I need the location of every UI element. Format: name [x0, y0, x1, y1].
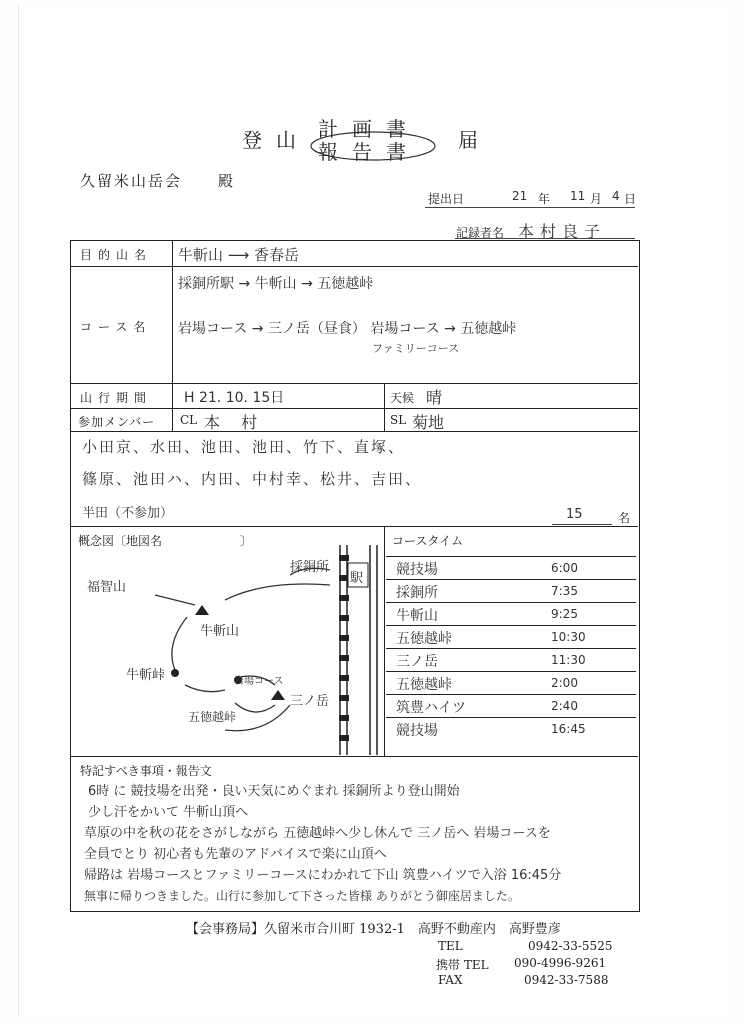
map-sannotake: 三ノ岳: [290, 694, 330, 709]
submission-day-unit: 日: [624, 192, 637, 206]
coursetime-place: 牛斬山: [396, 608, 438, 624]
cl-value: 本 村: [204, 413, 266, 432]
ushikiri-summit-icon: [195, 605, 209, 615]
map-fukuchi: 福智山: [87, 580, 127, 595]
coursetime-time: 2:40: [551, 699, 578, 713]
note-line-2: 少し汗をかいて 牛斬山頂へ: [88, 805, 249, 820]
map-saidosho: 採銅所: [290, 560, 330, 575]
row-divider: [71, 431, 638, 432]
office-tel-label: TEL: [438, 939, 463, 953]
title-notice: 届: [458, 128, 492, 152]
member-line-2: 篠原、池田ハ、内田、中村幸、松井、吉田、: [82, 470, 423, 488]
row-divider: [71, 756, 638, 757]
title-report: 報告書: [318, 140, 420, 164]
sl-label: SL: [390, 413, 407, 427]
coursetime-row: [386, 671, 636, 695]
label-column-divider: [172, 241, 173, 431]
coursetime-place: 五徳越峠: [396, 631, 452, 647]
note-line-5: 帰路は 岩場コースとファミリーコースにわかれて下山 筑豊ハイツで入浴 16:45分: [84, 868, 562, 883]
note-line-4: 全員でとり 初心者も先輩のアドバイスで楽に山頂へ: [84, 847, 387, 862]
map-gotoku: 五徳越峠: [188, 710, 237, 724]
report-circle-mark: [305, 128, 440, 164]
office-tel: 0942-33-5525: [528, 939, 613, 953]
coursetime-row: [386, 694, 636, 718]
coursetime-time: 9:25: [551, 607, 578, 621]
member-line-3: 半田（不参加）: [82, 506, 174, 521]
route-segment: [235, 703, 275, 712]
coursetime-label: コースタイム: [392, 534, 464, 548]
route-segment: [225, 584, 330, 600]
member-count-unit: 名: [618, 511, 631, 525]
coursetime-time: 16:45: [551, 722, 586, 736]
row-divider: [71, 266, 638, 267]
member-count-underline: [552, 524, 612, 525]
addressee-suffix: 殿: [218, 172, 234, 190]
course-line-2: 岩場コース → 三ノ岳（昼食） 岩場コース → 五徳越峠: [178, 321, 517, 337]
coursetime-row: [386, 625, 636, 649]
office-fax: 0942-33-7588: [524, 973, 609, 987]
submission-month-unit: 月: [590, 192, 603, 206]
sl-value: 菊地: [412, 413, 445, 432]
period-label: 山行期間: [80, 391, 153, 405]
weather-label: 天候: [390, 391, 415, 405]
route-segment: [172, 617, 187, 670]
map-iwaba: 岩場コース: [234, 676, 284, 687]
sannotake-summit-icon: [271, 690, 285, 700]
coursetime-time: 7:35: [551, 584, 578, 598]
submission-month: 11: [570, 189, 586, 203]
coursetime-row: [386, 717, 636, 741]
members-label: 参加メンバー: [78, 415, 156, 429]
route-segment: [155, 595, 195, 605]
coursetime-row: [386, 602, 636, 626]
office-fax-label: FAX: [438, 973, 463, 987]
office-mobile-label: 携帯 TEL: [436, 958, 489, 972]
cl-label: CL: [180, 413, 198, 427]
row-divider: [71, 383, 638, 384]
weather-column-divider: [384, 384, 385, 431]
title-plan: 計画書: [318, 117, 420, 141]
route-segment: [185, 685, 225, 692]
course-line-1: 採銅所駅 → 牛斬山 → 五徳越峠: [178, 276, 374, 292]
submission-label: 提出日: [428, 192, 465, 206]
coursetime-place: 三ノ岳: [396, 654, 438, 670]
addressee: 久留米山岳会: [80, 172, 183, 190]
map-label: 概念図〔地図名: [78, 534, 163, 548]
coursetime-row: [386, 556, 636, 580]
map-label-end: 〕: [240, 534, 253, 548]
submission-year-unit: 年: [538, 192, 551, 206]
recorder-label: 記録者名: [456, 226, 505, 240]
weather-value: 晴: [426, 388, 443, 407]
member-line-1: 小田京、水田、池田、池田、竹下、直塚、: [82, 438, 406, 456]
submission-year: 21: [512, 189, 528, 203]
coursetime-row: [386, 579, 636, 603]
coursetime-place: 採銅所: [396, 585, 438, 601]
coursetime-time: 11:30: [551, 653, 586, 667]
map-station: 駅: [350, 571, 364, 586]
coursetime-time: 2:00: [551, 676, 578, 690]
submission-day: 4: [612, 189, 620, 203]
coursetime-place: 五徳越峠: [396, 677, 452, 693]
office-mobile: 090-4996-9261: [514, 956, 607, 970]
period-value: H 21. 10. 15日: [184, 390, 285, 406]
coursetime-place: 競技場: [396, 562, 438, 578]
course-label: コース名: [80, 320, 152, 334]
map-ushikiri-toge: 牛斬峠: [126, 668, 166, 683]
mountain-value: 牛斬山 ⟶ 香春岳: [178, 246, 300, 264]
note-line-6: 無事に帰りつきました。山行に参加して下さった皆様 ありがとう御座居ました。: [84, 889, 520, 903]
coursetime-row: [386, 648, 636, 672]
note-line-3: 草原の中を秋の花をさがしながら 五徳越峠へ少し休んで 三ノ岳へ 岩場コースを: [84, 826, 551, 841]
office-address: 【会事務局】久留米市合川町 1932-1 高野不動産内 高野豊彦: [186, 922, 561, 937]
row-divider: [71, 408, 638, 409]
row-divider: [71, 526, 638, 527]
course-line-3: ファミリーコース: [372, 342, 460, 355]
title-left: 登山: [242, 128, 310, 152]
coursetime-place: 筑豊ハイツ: [396, 700, 466, 716]
member-count: 15: [566, 507, 583, 522]
recorder-underline: [455, 238, 635, 239]
mountain-label: 目的山名: [80, 248, 153, 262]
coursetime-place: 競技場: [396, 723, 438, 739]
coursetime-divider: [384, 527, 385, 756]
coursetime-time: 6:00: [551, 561, 578, 575]
coursetime-time: 10:30: [551, 630, 586, 644]
submission-underline: [425, 207, 635, 208]
ushikiri-toge-icon: [171, 669, 179, 677]
note-line-1: 6時 に 競技場を出発・良い天気にめぐまれ 採銅所より登山開始: [88, 784, 460, 799]
recorder-name: 本村良子: [518, 222, 607, 241]
map-ushikiri: 牛斬山: [200, 624, 240, 639]
notes-label: 特記すべき事項・報告文: [80, 764, 212, 778]
